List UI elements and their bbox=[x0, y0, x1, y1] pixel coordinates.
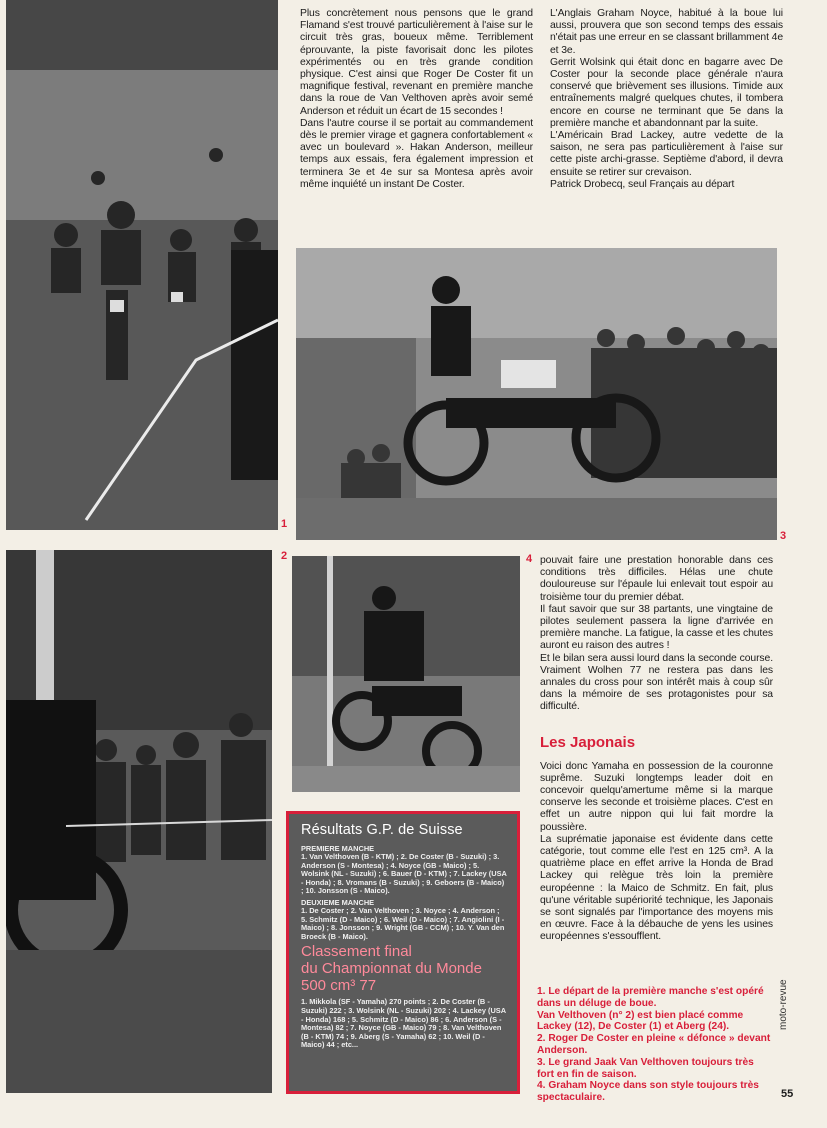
final-standings-results: 1. Mikkola (SF - Yamaha) 270 points ; 2. De Coster (B - Suzuki) 222 ; 3. Wolsink (NL - Suzuki) 202 ; 4. Lackey (USA - Honda) 168 ; 5. Schmitz (D - Maico) 86 ; 6. Anderson (S - Montesa) 82 ; 7. Noyce (GB - Maico) 79 ; 8. Van Velthoven (B - KTM) 74 ; 9. Aberg (S - Yamaha) 62 ; 10. Weil (D - Maico) 44 ; etc... bbox=[301, 997, 506, 1050]
photo-number-1: 1 bbox=[281, 518, 288, 530]
article-column-right-bottom bbox=[540, 555, 773, 944]
photo-captions bbox=[537, 986, 772, 1104]
paragraph: pouvait faire une prestation honorable dans ces conditions très difficiles. Hélas une chute douloureuse sur l'épaule lui enlevait tout espoir au troisième tour du premier débat. bbox=[540, 555, 773, 603]
paragraph: La suprématie japonaise est évidente dans cette catégorie, tout comme elle l'est en 125 cm³. A la quatrième place en effet arrive la Honda de Brad Lackey qui relègue très loin la première européenne : la Maico de Schmitz. En fait, plus qu'une véritable supériorité technique, les Japonais se sont signalés par l'importance des moyens mis en œuvre. Face à la débauche de yens les usines européennes s'essoufflent. bbox=[540, 833, 773, 943]
final-standings-title: Classement final bbox=[301, 943, 412, 961]
paragraph: Gerrit Wolsink qui était donc en bagarre avec De Coster pour la seconde place générale n'aura conservé que brièvement ses illusions. Timide aux entraînements malgré quelques chutes, il tombera encore en course ne terminant que 5e dans la première manche et abandonnant par la suite. bbox=[550, 56, 783, 129]
second-race-heading: DEUXIEME MANCHE bbox=[301, 897, 375, 907]
paragraph: L'Américain Brad Lackey, autre vedette de la saison, ne sera pas particulièrement à l'aise sur cette piste archi-grasse. Septième d'abord, il devra ensuite se retirer sur crevaison. bbox=[550, 130, 783, 178]
final-standings-subtitle: du Championnat du Monde bbox=[301, 960, 482, 978]
article-column-middle-top bbox=[300, 8, 533, 191]
magazine-name: moto-revue bbox=[778, 979, 789, 1030]
paragraph: Dans l'autre course il se portait au commandement dès le premier virage et gagnera confortablement « avec un boulevard ». Hakan Anderson, meilleur temps aux essais, fera également impression et terminera 3e et 4e sur sa Montesa après avoir même inquiété un instant De Coster. bbox=[300, 117, 533, 190]
paragraph: Et le bilan sera aussi lourd dans la seconde course. Vraiment Wolhen 77 ne restera pas dans les annales du cross pour son intérêt mais à coup sûr dans la mémoire de ses protagonistes pour sa difficulté. bbox=[540, 652, 773, 713]
second-race-results: 1. De Coster ; 2. Van Velthoven ; 3. Noyce ; 4. Anderson ; 5. Schmitz (D - Maico) ; 6. Weil (D - Maico) ; 7. Angiolini (I - Maico) ; 8. Jonsson ; 9. Wright (GB - CCM) ; 10. Y. Van den Broeck (B - Maico). bbox=[301, 905, 505, 941]
page-number: 55 bbox=[781, 1088, 794, 1100]
photo-rider-crowd bbox=[296, 248, 777, 540]
paragraph: L'Anglais Graham Noyce, habitué à la boue lui aussi, prouvera que son second temps des essais n'était pas une erreur en se classant brillamment 4e et 3e. bbox=[550, 8, 784, 56]
first-race-heading: PREMIERE MANCHE bbox=[301, 844, 375, 853]
article-column-right-top bbox=[550, 8, 783, 191]
photo-number-4: 4 bbox=[526, 553, 533, 565]
caption-1b: Van Velthoven (n° 2) est bien placé comme Lackey (12), De Coster (1) et Aberg (24). bbox=[537, 1009, 744, 1033]
results-title: Résultats G.P. de Suisse bbox=[301, 822, 463, 838]
paragraph: Voici donc Yamaha en possession de la couronne suprême. Suzuki longtemps leader doit en concevoir quelqu'amertume même si la marque conserve les seconde et troisième places. C'est en effet un autre nippon qui lui fait mordre la poussière. bbox=[540, 760, 773, 833]
paragraph: Plus concrètement nous pensons que le grand Flamand s'est trouvé particulièrement à l'aise sur le circuit très gras, boueux même. Terriblement éprouvante, la piste favorisait donc les pilotes expérimentés ou en très grande condition physique. C'est ainsi que Roger De Coster fit un magnifique festival, revenant en première manche dans la roue de Van Velthoven après avoir semé Anderson et réduit un écart de 15 secondes ! bbox=[300, 8, 533, 117]
photo-de-coster bbox=[6, 550, 272, 1093]
caption-3: 3. Le grand Jaak Van Velthoven toujours très fort en fin de saison. bbox=[537, 1056, 754, 1080]
caption-1: 1. Le départ de la première manche s'est opéré dans un déluge de boue. bbox=[537, 986, 764, 1009]
first-race-results: 1. Van Velthoven (B - KTM) ; 2. De Coster (B - Suzuki) ; 3. Anderson (S - Montesa) ; 4. Noyce (GB - Maico) ; 5. Wolsink (NL - Suzuki) ; 6. Bauer (D - KTM) ; 7. Lackey (USA - Honda) ; 8. Vromans (B - Suzuki) ; 9. Geboers (B - Maico) ; 10. Jonsson (S - Maico). bbox=[301, 852, 507, 896]
caption-4: 4. Graham Noyce dans son style toujours très spectaculaire. bbox=[537, 1080, 759, 1104]
photo-number-2: 2 bbox=[281, 550, 288, 562]
paragraph: Il faut savoir que sur 38 partants, une vingtaine de pilotes seulement passera la ligne d'arrivée en première manche. La fatigue, la casse et les chutes auront eu raison des autres ! bbox=[540, 603, 773, 652]
caption-2: 2. Roger De Coster en pleine « défonce » devant Anderson. bbox=[537, 1033, 771, 1056]
results-box bbox=[286, 811, 520, 1094]
photo-race-start bbox=[6, 0, 278, 530]
photo-number-3: 3 bbox=[780, 530, 787, 542]
photo-noyce bbox=[292, 556, 520, 792]
final-standings-class: 500 cm³ 77 bbox=[301, 977, 377, 995]
section-heading: Les Japonais bbox=[540, 733, 636, 751]
paragraph: Patrick Drobecq, seul Français au départ bbox=[550, 178, 735, 190]
